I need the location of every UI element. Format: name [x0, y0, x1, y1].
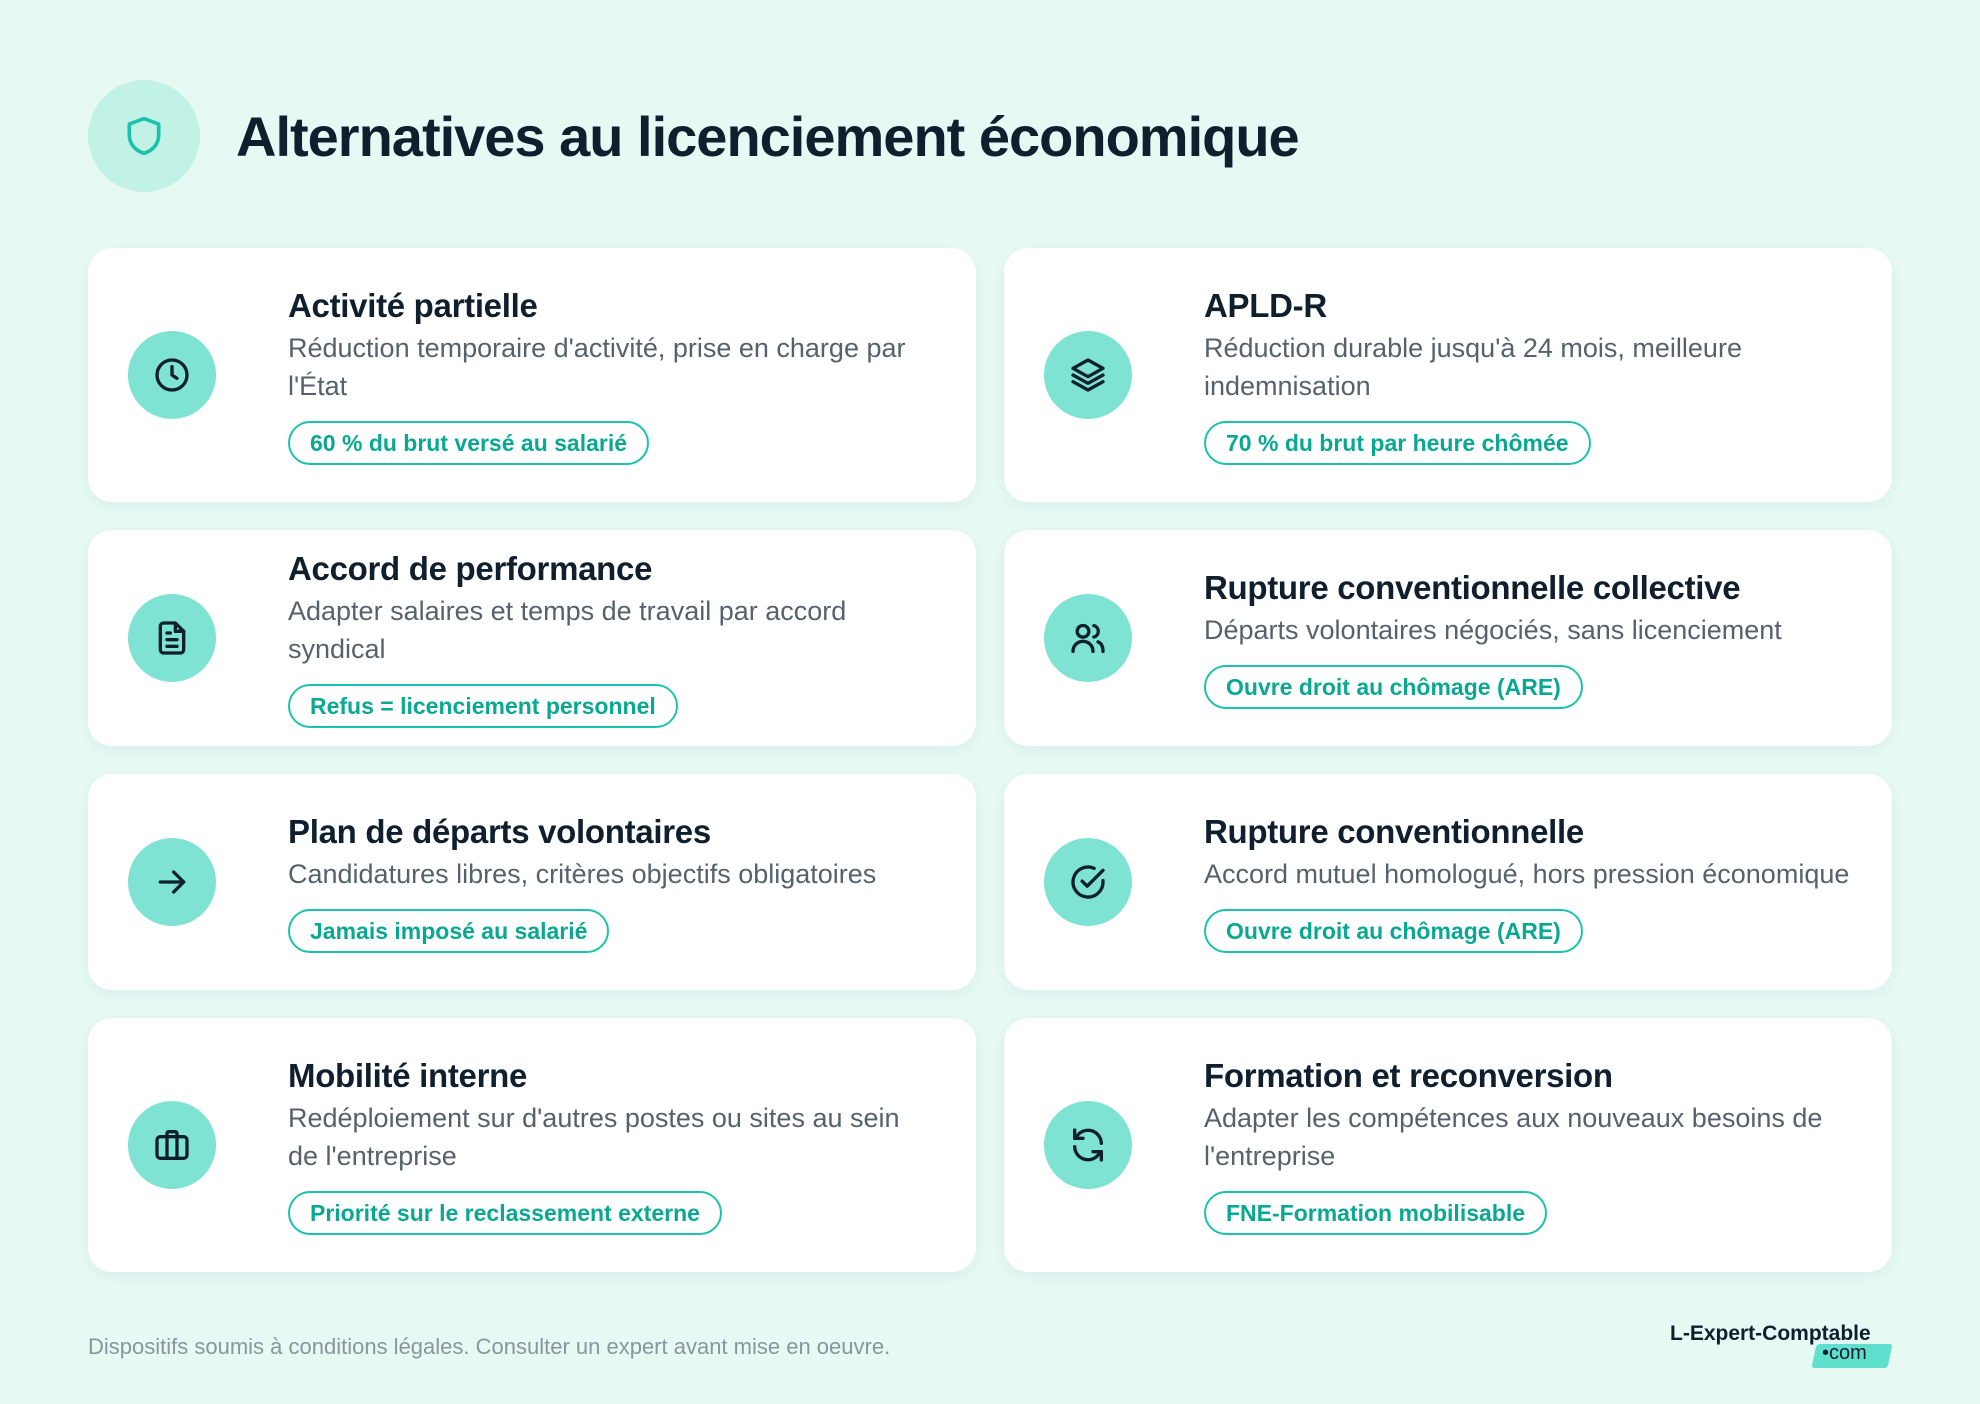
card-body — [288, 285, 936, 465]
card-activite-partielle — [88, 248, 976, 502]
card-tag: 60 % du brut versé au salarié — [288, 421, 649, 465]
card-description: Réduction temporaire d'activité, prise en charge par l'État — [288, 333, 906, 401]
card-icon-circle — [128, 594, 216, 682]
card-title: Plan de départs volontaires — [288, 813, 711, 850]
card-rupture-conventionnelle-collective — [1004, 530, 1892, 746]
card-accord-de-performance — [88, 530, 976, 746]
card-title: Activité partielle — [288, 287, 538, 324]
card-icon-circle — [128, 331, 216, 419]
card-tag: Ouvre droit au chômage (ARE) — [1204, 909, 1583, 953]
card-title: Mobilité interne — [288, 1057, 528, 1094]
card-icon-circle — [128, 1101, 216, 1189]
card-plan-de-departs-volontaires — [88, 774, 976, 990]
card-title: Formation et reconversion — [1204, 1057, 1613, 1094]
card-body — [1204, 811, 1849, 953]
card-body — [1204, 1055, 1852, 1235]
card-description: Redéploiement sur d'autres postes ou sites au sein de l'entreprise — [288, 1103, 900, 1171]
card-description: Adapter les compétences aux nouveaux besoins de l'entreprise — [1204, 1103, 1823, 1171]
cards-grid — [88, 248, 1892, 1272]
card-tag: Priorité sur le reclassement externe — [288, 1191, 722, 1235]
card-body — [288, 1055, 936, 1235]
card-body — [1204, 285, 1764, 465]
brand-logo — [1670, 1322, 1894, 1370]
card-description: Départs volontaires négociés, sans licenciement — [1204, 615, 1782, 645]
card-formation-et-reconversion — [1004, 1018, 1892, 1272]
card-tag: Refus = licenciement personnel — [288, 684, 678, 728]
card-title: APLD-R — [1204, 287, 1327, 324]
card-title: Rupture conventionnelle — [1204, 813, 1584, 850]
card-rupture-conventionnelle — [1004, 774, 1892, 990]
header-badge — [88, 80, 200, 192]
card-icon-circle — [128, 838, 216, 926]
card-tag: Jamais imposé au salarié — [288, 909, 609, 953]
card-icon-circle — [1044, 1101, 1132, 1189]
card-description: Candidatures libres, critères objectifs obligatoires — [288, 859, 877, 889]
card-title: Rupture conventionnelle collective — [1204, 569, 1741, 606]
page-header — [88, 80, 1299, 192]
logo-suffix: •com — [1822, 1342, 1867, 1364]
card-apld-r — [1004, 248, 1892, 502]
document-icon — [152, 618, 192, 658]
refresh-icon — [1068, 1125, 1108, 1165]
card-body — [1204, 567, 1782, 709]
layers-icon — [1068, 355, 1108, 395]
card-icon-circle — [1044, 838, 1132, 926]
logo-name: L-Expert-Comptable — [1670, 1322, 1871, 1345]
check-circle-icon — [1068, 862, 1108, 902]
card-icon-circle — [1044, 331, 1132, 419]
card-mobilite-interne — [88, 1018, 976, 1272]
briefcase-icon — [152, 1125, 192, 1165]
arrow-right-icon — [152, 862, 192, 902]
card-tag: 70 % du brut par heure chômée — [1204, 421, 1591, 465]
shield-icon — [122, 112, 166, 160]
card-tag: Ouvre droit au chômage (ARE) — [1204, 665, 1583, 709]
card-description: Réduction durable jusqu'à 24 mois, meilleure indemnisation — [1204, 333, 1742, 401]
card-tag: FNE-Formation mobilisable — [1204, 1191, 1547, 1235]
card-description: Adapter salaires et temps de travail par accord syndical — [288, 596, 847, 664]
users-icon — [1068, 618, 1108, 658]
clock-icon — [152, 355, 192, 395]
card-icon-circle — [1044, 594, 1132, 682]
card-body — [288, 548, 936, 728]
card-body — [288, 811, 876, 953]
footer-disclaimer: Dispositifs soumis à conditions légales. Consulter un expert avant mise en oeuvre. — [88, 1334, 891, 1359]
card-description: Accord mutuel homologué, hors pression économique — [1204, 859, 1850, 889]
page-title: Alternatives au licenciement économique — [236, 104, 1299, 168]
card-title: Accord de performance — [288, 550, 653, 587]
